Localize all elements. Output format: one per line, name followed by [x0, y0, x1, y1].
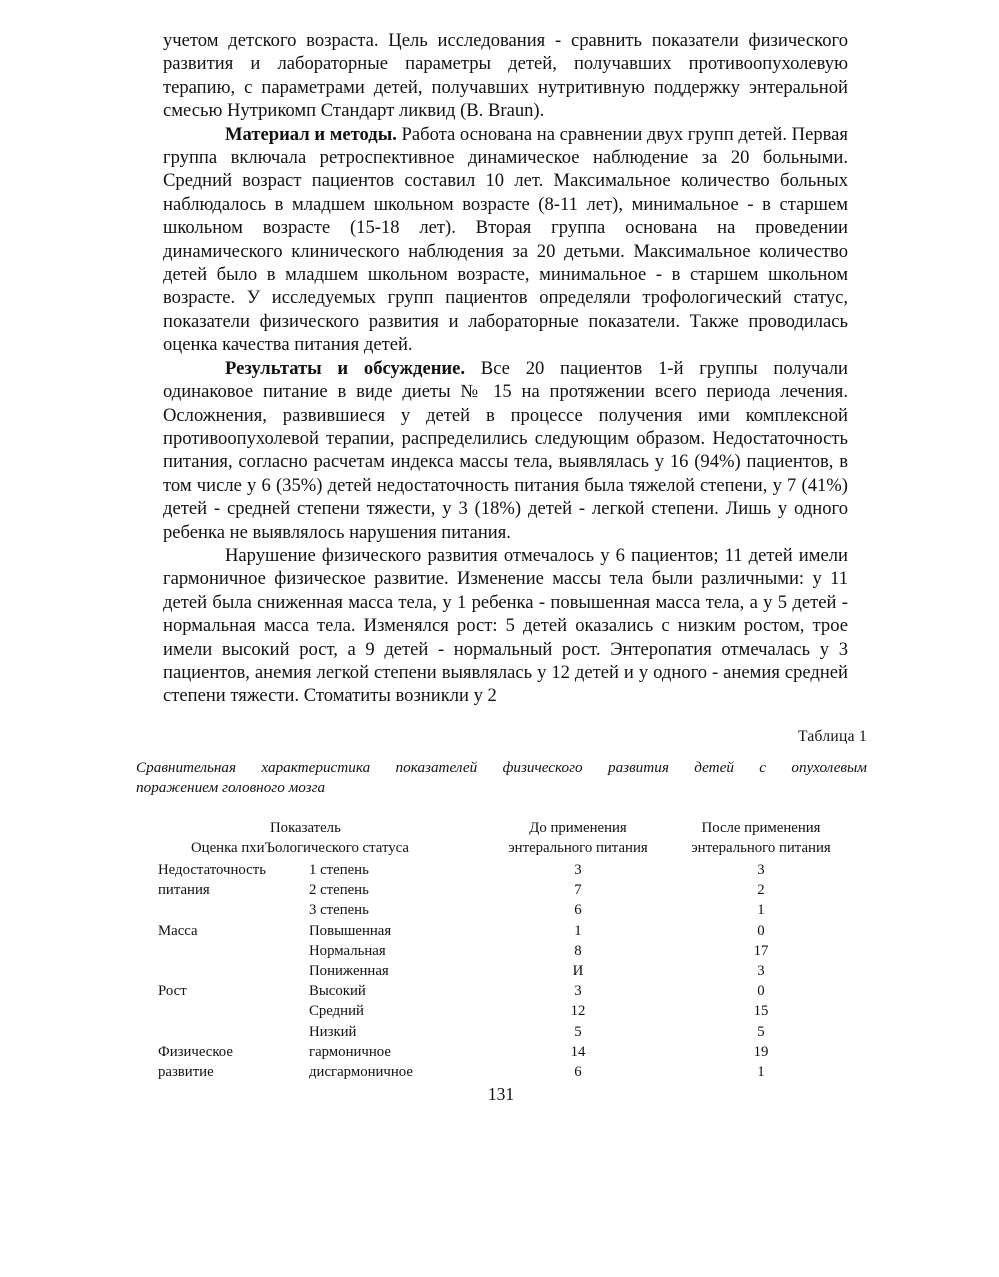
row-before-value: И — [572, 962, 584, 979]
table-row — [150, 941, 870, 961]
row-before-value: 3 — [574, 862, 582, 878]
table-caption-line-1: Сравнительная характеристика показателей физического развития детей с опухолевым — [136, 759, 867, 776]
table-row — [150, 1022, 870, 1042]
table-row — [150, 1062, 870, 1082]
row-after-value: 19 — [753, 1043, 769, 1060]
data-table — [150, 818, 870, 1082]
row-after-value: 0 — [757, 922, 765, 939]
table-caption — [136, 758, 867, 797]
header-indicator: Показатель — [270, 820, 341, 836]
page-number: 131 — [487, 1084, 515, 1104]
header-after-line-2: энтерального питания — [691, 840, 831, 856]
table-row — [150, 961, 870, 981]
header-status: Оценка пхиЪологического статуса — [191, 840, 409, 856]
row-subcategory: гармоничное — [309, 1043, 391, 1060]
table-row — [150, 921, 870, 941]
row-after-value: 5 — [757, 1023, 765, 1040]
results-heading: Результаты и обсуждение. — [225, 357, 466, 379]
methods-text: Работа основана на сравнении двух групп детей. Первая группа включала ретроспективное динамическое наблюдение за 20 больными. Средний возраст пациентов составил 10 лет. Максимальное количество больных наблюдалось в младшем школьном возрасте (8-11 лет), минимальное - в старшем школьном возрасте (15-18 лет). Вторая группа основана на проведении динамического клинического наблюдения за 20 детьми. Максимальное количество детей было в младшем школьном возрасте, минимальное - в старшем школьном возрасте. У исследуемых групп пациентов определяли трофологический статус, показатели физического развития и лабораторные показатели. Также проводилась оценка качества питания детей. — [163, 123, 848, 356]
paragraph-results — [163, 357, 848, 544]
row-category: Рост — [158, 983, 187, 1000]
row-before-value: 1 — [574, 922, 582, 939]
row-subcategory: Повышенная — [309, 922, 392, 939]
table-row — [150, 860, 870, 880]
row-before-value: 3 — [574, 983, 582, 1000]
row-after-value: 3 — [757, 962, 765, 979]
paragraph-intro: учетом детского возраста. Цель исследования - сравнить показатели физического развития и лабораторные параметры детей, получавших противоопухолевую терапию, с параметрами детей, получавших нутритивную поддержку энтеральной смесью Нутрикомп Стандарт ликвид (B. Braun). — [163, 30, 848, 122]
row-category: Недостаточность — [158, 862, 266, 878]
row-category: Масса — [158, 922, 198, 939]
row-category: развитие — [158, 1063, 214, 1080]
row-subcategory: Пониженная — [309, 962, 389, 979]
row-subcategory: 3 степень — [309, 902, 369, 919]
row-before-value: 6 — [574, 902, 582, 919]
row-category: питания — [158, 882, 210, 899]
row-before-value: 12 — [570, 1003, 586, 1020]
row-after-value: 1 — [757, 902, 765, 919]
header-after-line-1: После применения — [701, 820, 821, 836]
row-before-value: 6 — [574, 1063, 582, 1080]
table-number: Таблица 1 — [798, 728, 867, 745]
row-before-value: 5 — [574, 1023, 582, 1040]
row-after-value: 17 — [753, 942, 769, 959]
header-after — [678, 818, 844, 858]
row-before-value: 14 — [570, 1043, 586, 1060]
row-subcategory: Низкий — [309, 1023, 357, 1040]
methods-heading: Материал и методы. — [225, 123, 397, 145]
row-after-value: 1 — [757, 1063, 765, 1080]
row-after-value: 2 — [757, 882, 765, 899]
table-row — [150, 1001, 870, 1021]
row-subcategory: 1 степень — [309, 862, 369, 878]
row-subcategory: Высокий — [309, 983, 366, 1000]
paragraph-development: Нарушение физического развития отмечалось у 6 пациентов; 11 детей имели гармоничное физическое развитие. Изменение массы тела были различными: у 11 детей была сниженная масса тела, у 1 ребенка - повышенная масса тела, а у 5 детей - нормальная масса тела. Изменялся рост: 5 детей оказались с низким ростом, трое имели высокий рост, а 9 детей - нормальный рост. Энтеропатия отмечалась у 3 пациентов, анемия легкой степени выявлялась у 12 детей и у одного - анемия средней степени тяжести. Стоматиты возникли у 2 — [163, 544, 848, 707]
row-subcategory: Средний — [309, 1003, 364, 1020]
header-before-line-2: энтерального питания — [508, 840, 648, 856]
row-subcategory: Нормальная — [309, 942, 386, 959]
header-before-line-1: До применения — [529, 820, 627, 836]
row-before-value: 7 — [574, 882, 582, 899]
table-caption-line-2: поражением головного мозга — [136, 778, 326, 796]
row-after-value: 15 — [753, 1003, 769, 1020]
table-row — [150, 1042, 870, 1062]
row-after-value: 0 — [757, 983, 765, 1000]
row-before-value: 8 — [574, 942, 582, 959]
row-category: Физическое — [158, 1043, 233, 1060]
row-subcategory: 2 степень — [309, 882, 369, 899]
paragraph-methods — [163, 123, 848, 357]
row-subcategory: дисгармоничное — [309, 1063, 413, 1080]
results-text: Все 20 пациентов 1-й группы получали одинаковое питание в виде диеты № 15 на протяжении всего периода лечения. Осложнения, развившиеся у детей в процессе получения ими комплексной противоопухолевой терапии, распределились следующим образом. Недостаточность питания, согласно расчетам индекса массы тела, выявлялась у 16 (94%) пациентов, в том числе у 6 (35%) детей недостаточность питания была тяжелой степени, у 7 (41%) детей - средней степени тяжести, у 3 (18%) детей - легкой степени. Лишь у одного ребенка не выявлялось нарушения питания. — [163, 357, 848, 543]
table-header — [150, 818, 870, 860]
table-row — [150, 900, 870, 920]
header-before — [494, 818, 662, 858]
table-row — [150, 880, 870, 900]
table-body — [150, 860, 870, 1082]
row-after-value: 3 — [757, 862, 765, 878]
table-row — [150, 981, 870, 1001]
article-body — [163, 29, 848, 708]
